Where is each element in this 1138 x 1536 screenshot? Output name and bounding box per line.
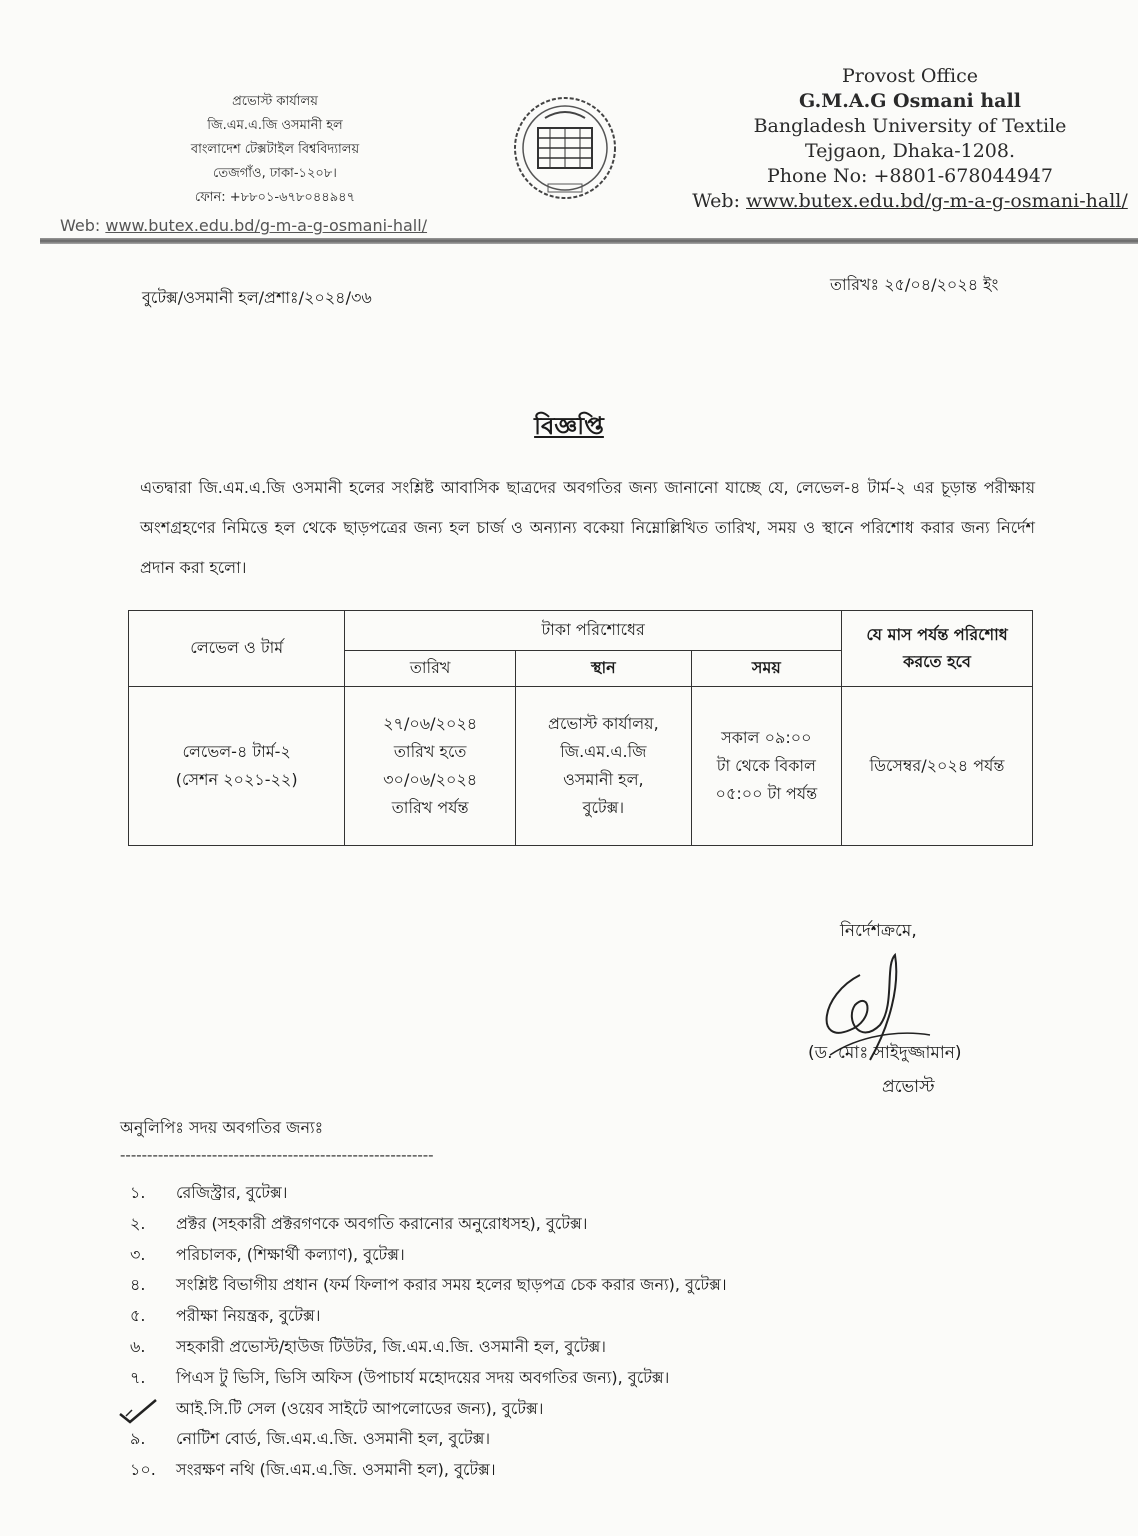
- cc-list: [130, 1178, 1010, 1486]
- date-from-label: তারিখ হতে: [393, 742, 467, 761]
- list-text: পরীক্ষা নিয়ন্ত্রক, বুটেক্স।: [176, 1306, 321, 1326]
- list-number: ৩.: [130, 1244, 146, 1264]
- list-text: সংশ্লিষ্ট বিভাগীয় প্রধান (ফর্ম ফিলাপ করার সময় হলের ছাড়পত্র চেক করার জন্য), বুটেক্স।: [176, 1275, 727, 1295]
- list-text: আই.সি.টি সেল (ওয়েব সাইটে আপলোডের জন্য), বুটেক্স।: [176, 1398, 544, 1418]
- hall-name-en: G.M.A.G Osmani hall: [799, 90, 1021, 112]
- header-until-month: যে মাস পর্যন্ত পরিশোধ করতে হবে: [842, 611, 1033, 687]
- time-line: টা থেকে বিকাল: [716, 756, 816, 775]
- list-item: [130, 1301, 1010, 1332]
- phone-bn: ফোন: +৮৮০১-৬৭৮০৪৪৯৪৭: [194, 190, 356, 205]
- by-order-text: নির্দেশক্রমে,: [840, 921, 917, 941]
- list-text: পিএস টু ভিসি, ভিসি অফিস (উপাচার্য মহোদয়ের সদয় অবগতির জন্য), বুটেক্স।: [176, 1367, 670, 1387]
- place-line: প্রভোস্ট কার্যালয়,: [548, 714, 659, 733]
- web-link-right[interactable]: www.butex.edu.bd/g-m-a-g-osmani-hall/: [746, 190, 1128, 212]
- list-text: পরিচালক, (শিক্ষার্থী কল্যাণ), বুটেক্স।: [176, 1244, 405, 1264]
- cell-date: [345, 687, 516, 846]
- place-line: ওসমানী হল,: [563, 770, 644, 789]
- cell-level-term: [129, 687, 345, 846]
- header-payment: টাকা পরিশোধের: [345, 611, 842, 651]
- subheader-place: স্থান: [515, 651, 691, 687]
- notice-body: এতদ্বারা জি.এম.এ.জি ওসমানী হলের সংশ্লিষ্ট আবাসিক ছাত্রদের অবগতির জন্য জানানো যাচ্ছে যে, লেভেল-৪ টার্ম-২ এর চূড়ান্ত পরীক্ষায় অংশগ্রহণের নিমিত্তে হল থেকে ছাড়পত্রের জন্য হল চার্জ ও অন্যান্য বকেয়া নিম্নোল্লিখিত তারিখ, সময় ও স্থানে পরিশোধ করার জন্য নির্দেশ প্রদান করা হলো।: [140, 478, 1035, 577]
- list-number: ১.: [130, 1183, 146, 1202]
- date-to-label: তারিখ পর্যন্ত: [391, 798, 469, 817]
- list-text: নোটিশ বোর্ড, জি.এম.এ.জি. ওসমানী হল, বুটেক্স।: [176, 1429, 491, 1449]
- list-text: সহকারী প্রভোস্ট/হাউজ টিউটর, জি.এম.এ.জি. ওসমানী হল, বুটেক্স।: [176, 1336, 607, 1356]
- list-item: [130, 1363, 1010, 1394]
- session-text: (সেশন ২০২১-২২): [175, 770, 298, 789]
- date-to: ৩০/০৬/২০২৪: [383, 770, 478, 789]
- header-level-term: লেভেল ও টার্ম: [129, 611, 345, 687]
- cc-heading: অনুলিপিঃ সদয় অবগতির জন্যঃ: [120, 1118, 324, 1137]
- place-line: জি.এম.এ.জি: [560, 742, 647, 761]
- signatory-title: প্রভোস্ট: [882, 1077, 935, 1097]
- list-item: [130, 1424, 1010, 1455]
- list-number: ৬.: [130, 1336, 146, 1356]
- list-number: ৫.: [130, 1306, 146, 1326]
- phone-en: Phone No: +8801-678044947: [767, 165, 1053, 187]
- list-text: সংরক্ষণ নথি (জি.এম.এ.জি. ওসমানী হল), বুটেক্স।: [176, 1460, 496, 1480]
- hall-name-bn: জি.এম.এ.জি ওসমানী হল: [207, 118, 343, 133]
- notice-title: [0, 408, 1138, 448]
- list-number: ৯.: [130, 1429, 146, 1449]
- web-label-right: Web:: [692, 190, 747, 212]
- memo-date: তারিখঃ ২৫/০৪/২০২৪ ইং: [830, 275, 999, 294]
- list-text: প্রক্টর (সহকারী প্রক্টরগণকে অবগতি করানোর অনুরোধসহ), বুটেক্স।: [176, 1213, 588, 1233]
- fee-payment-table: [128, 610, 1033, 846]
- list-number: ২.: [130, 1213, 146, 1233]
- level-term-text: লেভেল-৪ টার্ম-২: [182, 742, 291, 761]
- cc-separator: ----------------------------------------------------------: [120, 1145, 434, 1164]
- header-english: [690, 64, 1130, 214]
- header-bengali: [60, 90, 490, 238]
- list-item: [130, 1332, 1010, 1363]
- cell-until-month: ডিসেম্বর/২০২৪ পর্যন্ত: [842, 687, 1033, 846]
- list-number: ১০.: [130, 1460, 156, 1480]
- university-name-en: Bangladesh University of Textile: [753, 115, 1067, 137]
- time-line: সকাল ০৯:০০: [721, 728, 812, 747]
- web-line-left: [60, 214, 490, 238]
- list-item: [130, 1209, 1010, 1240]
- list-text: রেজিস্ট্রার, বুটেক্স।: [176, 1183, 288, 1202]
- list-item: [130, 1270, 1010, 1301]
- university-name-bn: বাংলাদেশ টেক্সটাইল বিশ্ববিদ্যালয়: [190, 142, 360, 157]
- list-number: ৪.: [130, 1275, 146, 1295]
- memo-reference: বুটেক্স/ওসমানী হল/প্রশাঃ/২০২৪/৩৬: [142, 288, 372, 307]
- office-name-en: Provost Office: [842, 65, 978, 87]
- subheader-date: তারিখ: [345, 651, 516, 687]
- list-item: [130, 1455, 1010, 1486]
- university-seal-icon: [510, 78, 620, 218]
- list-item: [130, 1178, 1010, 1209]
- list-number: ৭.: [130, 1367, 146, 1387]
- date-from: ২৭/০৬/২০২৪: [383, 714, 478, 733]
- web-line-right: [690, 189, 1130, 214]
- subheader-time: সময়: [691, 651, 841, 687]
- checkmark-icon: [118, 1398, 158, 1424]
- list-item: [130, 1240, 1010, 1271]
- header-divider: [40, 238, 1138, 244]
- office-name-bn: প্রভোস্ট কার্যালয়: [232, 94, 318, 109]
- address-en: Tejgaon, Dhaka-1208.: [804, 140, 1016, 162]
- cell-time: [691, 687, 841, 846]
- time-line: ০৫:০০ টা পর্যন্ত: [715, 784, 818, 803]
- cell-place: [515, 687, 691, 846]
- list-item: [130, 1394, 1010, 1425]
- address-bn: তেজগাঁও, ঢাকা-১২০৮।: [213, 166, 337, 181]
- table-row: [129, 687, 1033, 846]
- web-label-left: Web:: [60, 216, 106, 235]
- place-line: বুটেক্স।: [582, 798, 625, 817]
- web-link-left[interactable]: www.butex.edu.bd/g-m-a-g-osmani-hall/: [105, 216, 428, 235]
- notice-title-text: বিজ্ঞপ্তি: [534, 412, 604, 440]
- signatory-name: (ড. মোঃ সাইদুজ্জামান): [808, 1043, 962, 1063]
